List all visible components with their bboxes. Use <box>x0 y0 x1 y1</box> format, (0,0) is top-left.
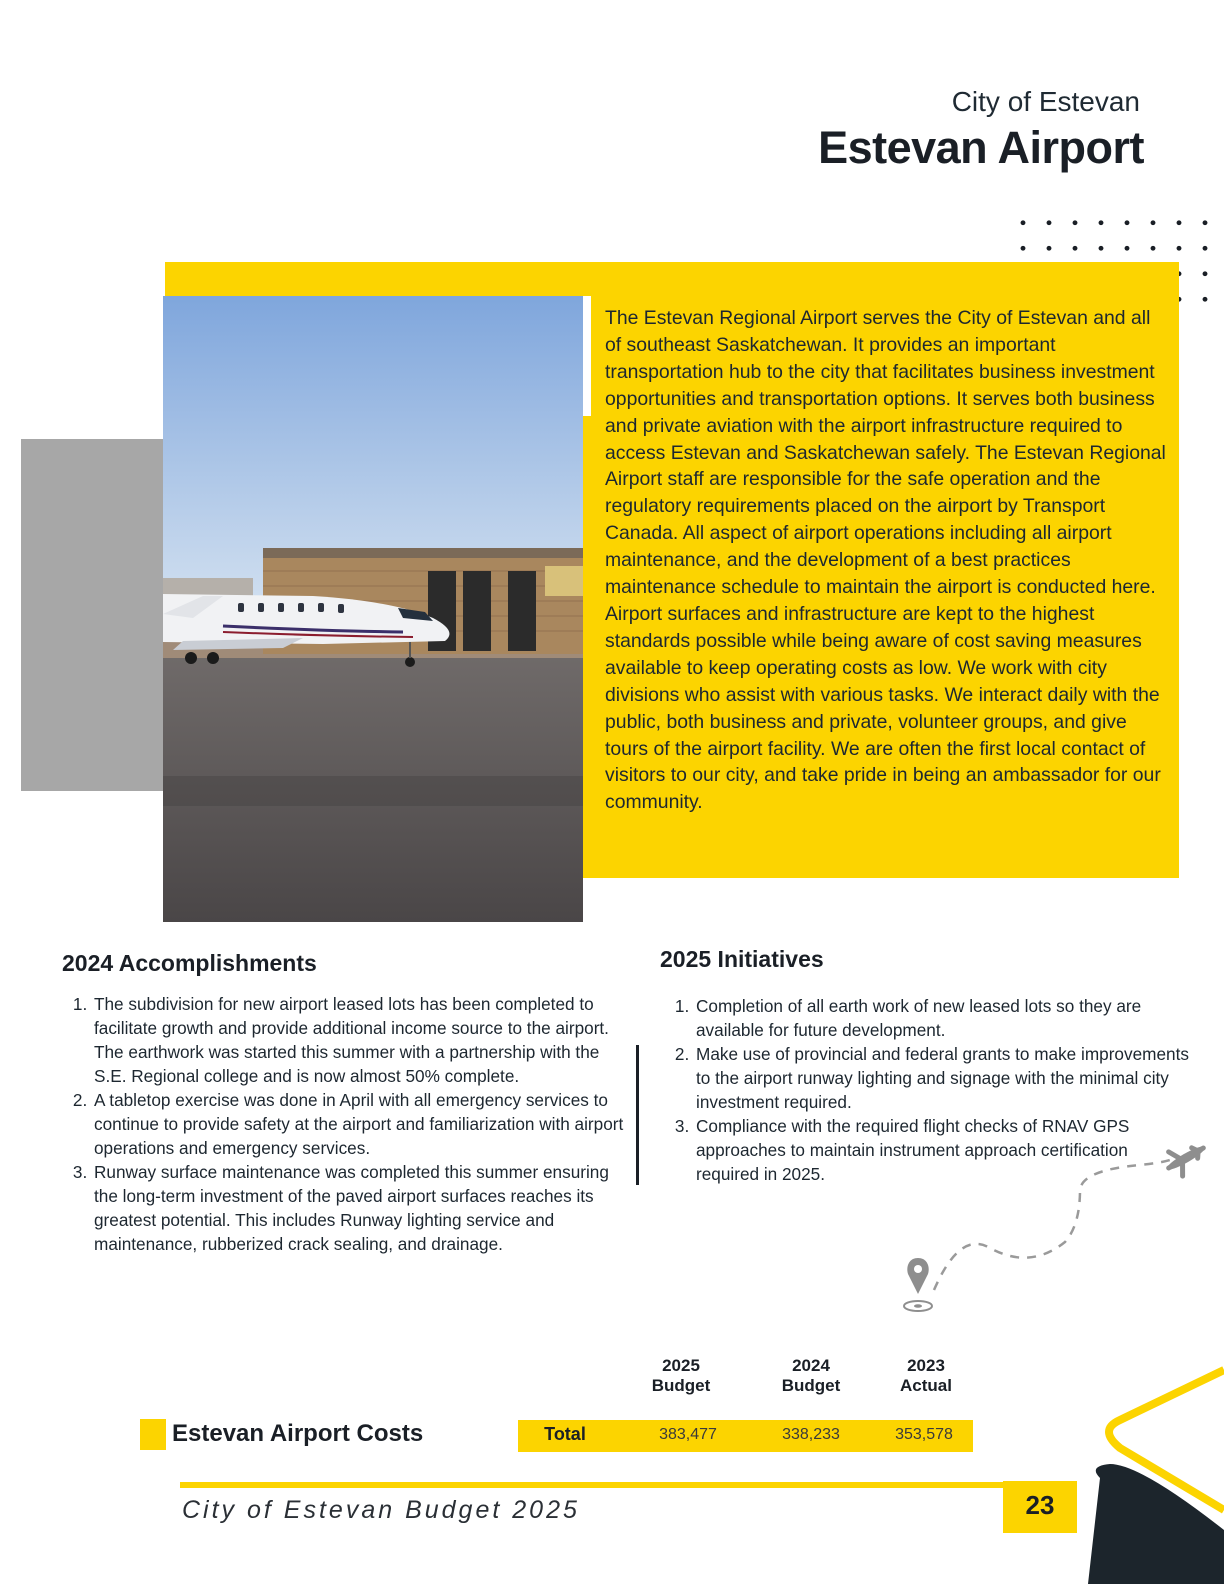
gray-accent-block <box>21 439 163 791</box>
airplane-icon <box>1160 1135 1212 1181</box>
location-pin-icon <box>904 1258 932 1311</box>
intro-paragraph: The Estevan Regional Airport serves the City of Estevan and all of southeast Saskatchewan. It provides an important transportation hub to the city that facilitates business investment opportunities and transportation options. It serves both business and private aviation with the airport infrastructure required to access Estevan and Saskatchewan safely. The Estevan Regional Airport staff are responsible for the safe operation and the regulatory requirements placed on the airport by Transport Canada. All aspect of airport operations including all airport maintenance, and the development of a best practices maintenance schedule to maintain the airport is conducted here. Airport surfaces and infrastructure are kept to the highest standards possible while being aware of cost saving measures available to keep operating costs as low. We work with city divisions who assist with various tasks. We interact daily with the public, both business and private, volunteer groups, and give tours of the airport facility. We are often the first local contact of visitors to our city, and take pride in being an ambassador for our community. <box>605 307 1166 814</box>
costs-label: Estevan Airport Costs <box>172 1420 424 1447</box>
costs-marker <box>140 1419 166 1450</box>
photo-frame-strip <box>583 296 591 416</box>
page-number: 23 <box>1025 1490 1055 1520</box>
column-divider <box>636 1045 639 1185</box>
footer-rule <box>180 1482 1074 1488</box>
corner-decoration <box>1080 1360 1224 1584</box>
list-item: 2. Make use of provincial and federal grants to make improvements to the airport runway lighting and signage with the minimal city investment required. <box>694 1042 1194 1114</box>
initiatives-heading: 2025 Initiatives <box>660 946 824 972</box>
total-2025-budget: 383,477 <box>659 1426 717 1443</box>
flight-path-decoration <box>900 1130 1224 1350</box>
accomplishments-heading: 2024 Accomplishments <box>62 950 317 976</box>
column-type: Budget <box>651 1376 711 1395</box>
footer-text: City of Estevan Budget 2025 <box>182 1496 580 1524</box>
airport-photo <box>163 296 583 922</box>
column-year: 2025 <box>662 1356 700 1375</box>
total-2023-actual: 353,578 <box>895 1426 953 1443</box>
list-item: 1. The subdivision for new airport leased lots has been completed to facilitate growth and provide additional income source to the airport. The earthwork was started this summer with a partnership with the S.E. Regional college and is now almost 50% complete. <box>92 992 632 1088</box>
list-item: 1. Completion of all earth work of new leased lots so they are available for future development. <box>694 994 1194 1042</box>
column-header-2024 <box>766 1356 856 1396</box>
accomplishments-list <box>62 992 632 1256</box>
total-2024-budget: 338,233 <box>782 1426 840 1443</box>
column-year: 2024 <box>792 1356 830 1375</box>
page-title: Estevan Airport <box>818 122 1144 173</box>
list-item: 2. A tabletop exercise was done in April with all emergency services to continue to provide safety at the airport and familiarization with airport operations and emergency services. <box>92 1088 632 1160</box>
column-type: Budget <box>781 1376 841 1395</box>
column-year: 2023 <box>907 1356 945 1375</box>
list-item: 3. Runway surface maintenance was completed this summer ensuring the long-term investment of the paved airport surfaces reaches its greatest potential. This includes Runway lighting service and maintenance, rubberized crack sealing, and drainage. <box>92 1160 632 1256</box>
column-header-2025 <box>636 1356 726 1396</box>
department-name: City of Estevan <box>951 86 1140 117</box>
total-label: Total <box>544 1424 586 1444</box>
list-item: 3. Compliance with the required flight checks of RNAV GPS approaches to maintain instrument approach certification required in 2025. <box>694 1114 1194 1186</box>
column-header-2023 <box>881 1356 971 1396</box>
column-type: Actual <box>900 1376 952 1395</box>
